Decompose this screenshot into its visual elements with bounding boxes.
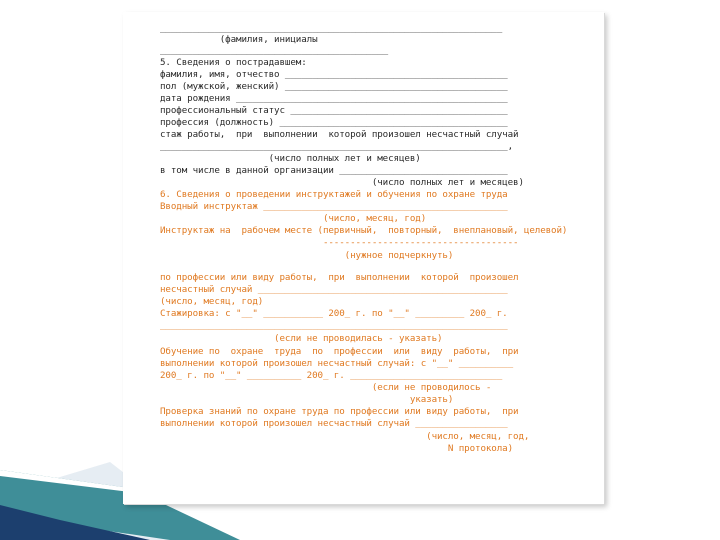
doc-line: фамилия, имя, отчество _________________________________________ <box>160 69 508 80</box>
doc-line: несчастный случай ______________________________________________ <box>160 284 508 295</box>
doc-line: (число, месяц, год, <box>160 431 530 442</box>
doc-line: _______________________________________________________________ <box>160 23 503 34</box>
doc-line: Инструктаж на рабочем месте (первичный, повторный, внеплановый, целевой) <box>160 225 568 236</box>
doc-line: (нужное подчеркнуть) <box>160 250 454 261</box>
doc-line: (число полных лет и месяцев) <box>160 153 421 164</box>
doc-line: указать) <box>160 394 454 405</box>
doc-line: N протокола) <box>160 443 514 454</box>
doc-line: выполнении которой произошел несчастный случай: с "__" __________ <box>160 358 514 369</box>
doc-line: Проверка знаний по охране труда по профессии или виду работы, при <box>160 406 519 417</box>
doc-line: по профессии или виду работы, при выполнении которой произошел <box>160 272 519 283</box>
doc-line: (если не проводилась - указать) <box>160 333 443 344</box>
doc-line: профессиональный статус ________________________________________ <box>160 105 508 116</box>
doc-line: пол (мужской, женский) _________________________________________ <box>160 81 508 92</box>
doc-line: выполнении которой произошел несчастный случай _________________ <box>160 418 508 429</box>
doc-line: (если не проводилось - <box>160 382 492 393</box>
doc-line: Обучение по охране труда по профессии или виду работы, при <box>160 346 519 357</box>
doc-line: профессия (должность) __________________________________________ <box>160 117 508 128</box>
doc-line: 200_ г. по "__" __________ 200_ г. ____________________________ <box>160 370 503 381</box>
doc-line: Вводный инструктаж _____________________________________________ <box>160 201 508 212</box>
doc-line: стаж работы, при выполнении которой произошел несчастный случай <box>160 129 519 140</box>
doc-line: (число полных лет и месяцев) <box>160 177 524 188</box>
doc-line: Стажировка: с "__" ___________ 200_ г. по "__" _________ 200_ г. <box>160 308 508 319</box>
doc-line: в том числе в данной организации _______________________________ <box>160 165 508 176</box>
doc-line: ________________________________________________________________ <box>160 320 508 331</box>
doc-line: ------------------------------------ <box>160 237 519 248</box>
doc-line: дата рождения __________________________________________________ <box>160 93 508 104</box>
doc-line: (число, месяц, год) <box>160 213 427 224</box>
doc-line: __________________________________________ <box>160 45 389 56</box>
doc-line: 5. Сведения о пострадавшем: <box>160 57 307 68</box>
doc-line: ________________________________________________________________, <box>160 141 514 152</box>
doc-line: 6. Сведения о проведении инструктажей и обучения по охране труда <box>160 189 508 200</box>
doc-line: (фамилия, инициалы <box>160 34 318 45</box>
doc-line: (число, месяц, год) <box>160 296 264 307</box>
